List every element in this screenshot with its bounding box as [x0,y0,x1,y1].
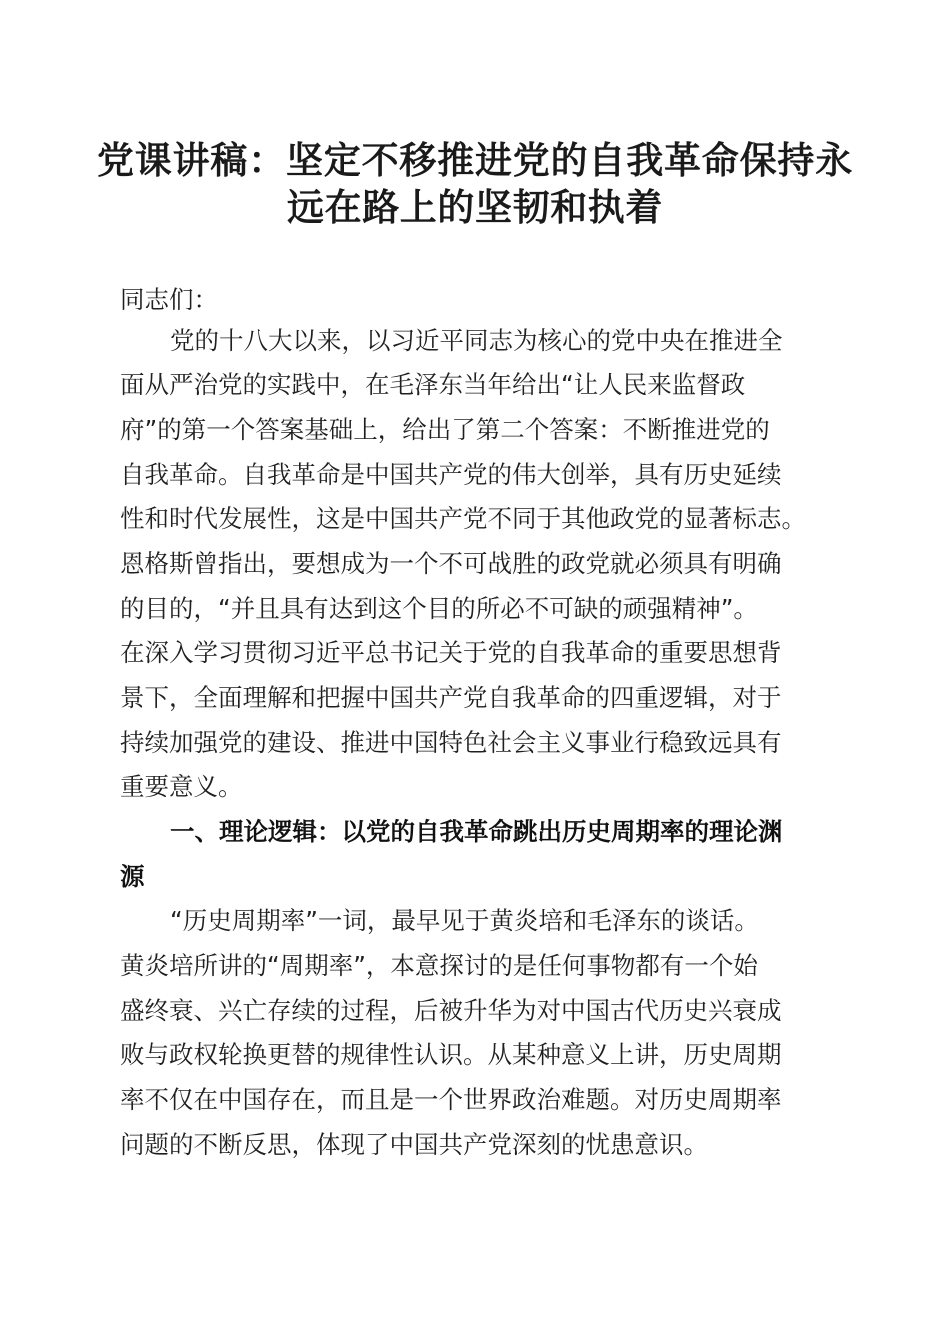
paragraph-1-line: 持续加强党的建设、推进中国特色社会主义事业行稳致远具有 [120,728,782,757]
paragraph-1-line: 在深入学习贯彻习近平总书记关于党的自我革命的重要思想背 [120,638,782,667]
paragraph-2-line: 盛终衰、兴亡存续的过程，后被升华为对中国古代历史兴衰成 [120,996,782,1025]
section-heading-line: 一、理论逻辑：以党的自我革命跳出历史周期率的理论渊 [170,817,783,846]
paragraph-2-line: 问题的不断反思，体现了中国共产党深刻的忧患意识。 [120,1130,708,1159]
paragraph-1-line: 恩格斯曾指出，要想成为一个不可战胜的政党就必须具有明确 [120,549,782,578]
paragraph-2-line: 败与政权轮换更替的规律性认识。从某种意义上讲，历史周期 [120,1040,782,1069]
section-heading-line: 源 [120,862,145,891]
paragraph-1-line: 重要意义。 [120,772,243,801]
paragraph-1-line: 的目的，“并且具有达到这个目的所必不可缺的顽强精神”。 [120,594,758,623]
paragraph-2-line: “历史周期率”一词，最早见于黄炎培和毛泽东的谈话。 [170,906,759,935]
greeting: 同志们： [120,285,218,314]
paragraph-1-line: 自我革命。自我革命是中国共产党的伟大创举，具有历史延续 [120,460,782,489]
document-title-line-1: 党课讲稿：坚定不移推进党的自我革命保持永 [97,138,853,182]
paragraph-1-line: 府”的第一个答案基础上，给出了第二个答案：不断推进党的 [120,415,770,444]
document-title-line-2: 远在路上的坚韧和执着 [287,185,663,229]
paragraph-2-line: 黄炎培所讲的“周期率”，本意探讨的是任何事物都有一个始 [120,951,758,980]
paragraph-1-line: 党的十八大以来，以习近平同志为核心的党中央在推进全 [170,326,783,355]
paragraph-2-line: 率不仅在中国存在，而且是一个世界政治难题。对历史周期率 [120,1085,782,1114]
paragraph-1-line: 景下，全面理解和把握中国共产党自我革命的四重逻辑，对于 [120,683,782,712]
paragraph-1-line: 性和时代发展性，这是中国共产党不同于其他政党的显著标志。 [120,504,806,533]
paragraph-1-line: 面从严治党的实践中，在毛泽东当年给出“让人民来监督政 [120,370,746,399]
